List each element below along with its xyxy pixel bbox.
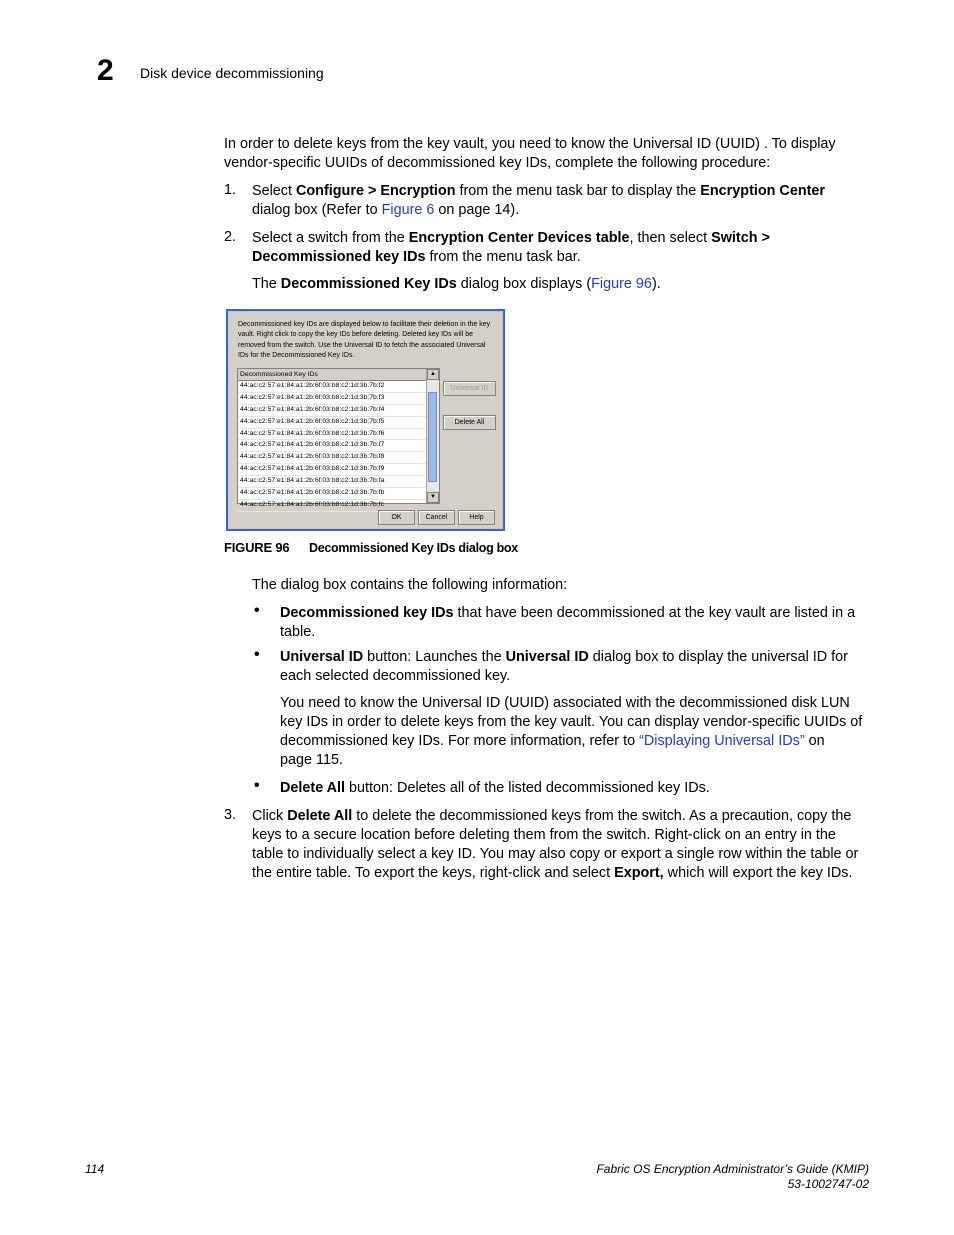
intro-paragraph	[224, 135, 836, 173]
decommissioned-key-ids-dialog	[226, 309, 505, 531]
table-row[interactable]: 44:ac:c2:57:e1:84:a1:2b:6f:03:b8:c2:1d:3b:7b:f9	[238, 464, 427, 476]
step-3-text	[252, 807, 892, 883]
table-row[interactable]: 44:ac:c2:57:e1:84:a1:2b:6f:03:b8:c2:1d:3b:7b:f3	[238, 393, 427, 405]
figure-label: FIGURE 96	[224, 540, 290, 555]
chapter-number: 2	[97, 54, 114, 87]
bullet-2	[280, 648, 880, 686]
step-1-menu-path: Configure > Encryption	[296, 183, 456, 199]
note-line-1: You need to know the Universal ID (UUID) associated with the decommissioned disk LUN	[280, 695, 850, 711]
bullet-1-bold: Decommissioned key IDs	[280, 605, 454, 621]
bullet-2-note	[280, 694, 880, 770]
step-1-dialog-name: Encryption Center	[700, 183, 826, 199]
footer-title: Fabric OS Encryption Administrator’s Guide (KMIP)	[596, 1162, 869, 1176]
step-2-note-a: The	[252, 276, 281, 292]
chapter-title: Disk device decommissioning	[140, 65, 324, 81]
footer-docnum: 53-1002747-02	[787, 1177, 869, 1191]
bullet-3-icon: •	[254, 777, 260, 794]
scroll-thumb[interactable]	[428, 392, 437, 482]
table-row[interactable]: 44:ac:c2:57:e1:84:a1:2b:6f:03:b8:c2:1d:3b:7b:f7	[238, 440, 427, 452]
step-1-text-d: dialog box (Refer to	[252, 202, 382, 218]
ok-button[interactable]: OK	[378, 510, 415, 525]
step-3-text-c: to delete the decommissioned keys from the switch. As a precaution, copy the	[352, 808, 852, 824]
table-header: Decommissioned Key IDs	[238, 369, 439, 381]
step-3-bold: Delete All	[287, 808, 353, 824]
info-intro: The dialog box contains the following information:	[252, 577, 568, 593]
step-2-text-d: from the menu task bar.	[425, 249, 581, 265]
step-2-note-d: ).	[651, 276, 661, 292]
step-2-note-bold: Decommissioned Key IDs	[280, 276, 457, 292]
table-row[interactable]: 44:ac:c2:57:e1:84:a1:2b:6f:03:b8:c2:1d:3b:7b:f6	[238, 429, 427, 441]
step-2-text-c: , then select	[629, 230, 712, 246]
step-3-line-3: table to individually select a key ID. You may also copy or export a single row within the table or	[252, 846, 859, 862]
step-1-text-c: from the menu task bar to display the	[455, 183, 701, 199]
table-row[interactable]: 44:ac:c2:57:e1:84:a1:2b:6f:03:b8:c2:1d:3b:7b:f5	[238, 417, 427, 429]
step-2-note-c: dialog box displays (	[456, 276, 592, 292]
step-2-note	[252, 275, 661, 294]
bullet-1-text-2: table.	[280, 624, 316, 640]
cancel-button[interactable]: Cancel	[418, 510, 455, 525]
page-number: 114	[85, 1162, 105, 1176]
step-1-text-e: on page 14).	[434, 202, 520, 218]
table-rows	[238, 381, 439, 512]
step-3-line-4a: the entire table. To export the keys, right-click and select	[252, 865, 615, 881]
table-row[interactable]: 44:ac:c2:57:e1:84:a1:2b:6f:03:b8:c2:1d:3b:7b:f4	[238, 405, 427, 417]
table-row[interactable]: 44:ac:c2:57:e1:84:a1:2b:6f:03:b8:c2:1d:3b:7b:fc	[238, 500, 427, 512]
dialog-message: Decommissioned key IDs are displayed below to facilitate their deletion in the key vault. Right click to copy the key IDs before deleting. Deleted key IDs will be removed from the switch. Use the Universal ID to fetch the associated Universal IDs for the Decommissioned Key IDs.	[238, 321, 491, 360]
step-3-export: Export,	[614, 865, 664, 881]
bullet-2-text-2: dialog box to display the universal ID for	[588, 649, 848, 665]
table-row[interactable]: 44:ac:c2:57:e1:84:a1:2b:6f:03:b8:c2:1d:3b:7b:f8	[238, 452, 427, 464]
bullet-3-bold: Delete All	[280, 780, 346, 796]
step-3-line-2: keys to a secure location before deleting them from the switch. Right-click on an entry in the	[252, 827, 836, 843]
step-2-text-a: Select a switch from the	[252, 230, 409, 246]
step-2-table-name: Encryption Center Devices table	[408, 230, 630, 246]
key-ids-table	[237, 368, 440, 508]
bullet-1	[280, 604, 880, 642]
bullet-2-bold-2: Universal ID	[505, 649, 589, 665]
scroll-up-icon[interactable]: ▲	[427, 369, 439, 380]
bullet-1-icon: •	[254, 602, 260, 619]
dialog-body	[229, 312, 502, 528]
note-line-3a: decommissioned key IDs. For more information, refer to	[280, 733, 640, 749]
step-3-line-4c: which will export the key IDs.	[663, 865, 853, 881]
figure-6-link[interactable]: Figure 6	[381, 202, 435, 218]
figure-96-link[interactable]: Figure 96	[591, 276, 652, 292]
table-row[interactable]: 44:ac:c2:57:e1:84:a1:2b:6f:03:b8:c2:1d:3b:7b:fb	[238, 488, 427, 500]
universal-id-button[interactable]: Universal ID	[443, 381, 496, 396]
step-3-number: 3.	[224, 807, 237, 823]
help-button[interactable]: Help	[458, 510, 495, 525]
step-2-menu-switch: Switch >	[711, 230, 770, 246]
bullet-1-text-1: that have been decommissioned at the key vault are listed in a	[453, 605, 856, 621]
bullet-2-icon: •	[254, 646, 260, 663]
bullet-2-text-3: each selected decommissioned key.	[280, 668, 511, 684]
note-line-3b: on	[804, 733, 825, 749]
bullet-3-text: button: Deletes all of the listed decommissioned key IDs.	[345, 780, 710, 796]
step-2-text	[252, 229, 872, 267]
step-1-number: 1.	[224, 182, 237, 198]
bullet-2-bold: Universal ID	[280, 649, 364, 665]
bullet-2-text-1: button: Launches the	[363, 649, 506, 665]
intro-line-2: vendor-specific UUIDs of decommissioned key IDs, complete the following procedure:	[224, 155, 771, 171]
scroll-down-icon[interactable]: ▼	[427, 492, 439, 503]
note-line-4: page 115.	[280, 752, 343, 768]
note-line-2: key IDs in order to delete keys from the key vault. You can display vendor-specific UUIDs of	[280, 714, 863, 730]
intro-line-1: In order to delete keys from the key vault, you need to know the Universal ID (UUID) . To display	[224, 136, 836, 152]
step-1-text	[252, 182, 872, 220]
delete-all-button[interactable]: Delete All	[443, 415, 496, 430]
figure-caption: Decommissioned Key IDs dialog box	[309, 541, 518, 555]
step-3-text-a: Click	[252, 808, 288, 824]
table-row[interactable]: 44:ac:c2:57:e1:84:a1:2b:6f:03:b8:c2:1d:3b:7b:f2	[238, 381, 427, 393]
step-2-number: 2.	[224, 229, 237, 245]
displaying-universal-ids-link[interactable]: “Displaying Universal IDs”	[639, 733, 805, 749]
step-2-menu-item: Decommissioned key IDs	[252, 249, 426, 265]
table-row[interactable]: 44:ac:c2:57:e1:84:a1:2b:6f:03:b8:c2:1d:3b:7b:fa	[238, 476, 427, 488]
bullet-3	[280, 779, 880, 798]
table-scrollbar[interactable]	[426, 369, 439, 503]
step-1-text-a: Select	[252, 183, 296, 199]
